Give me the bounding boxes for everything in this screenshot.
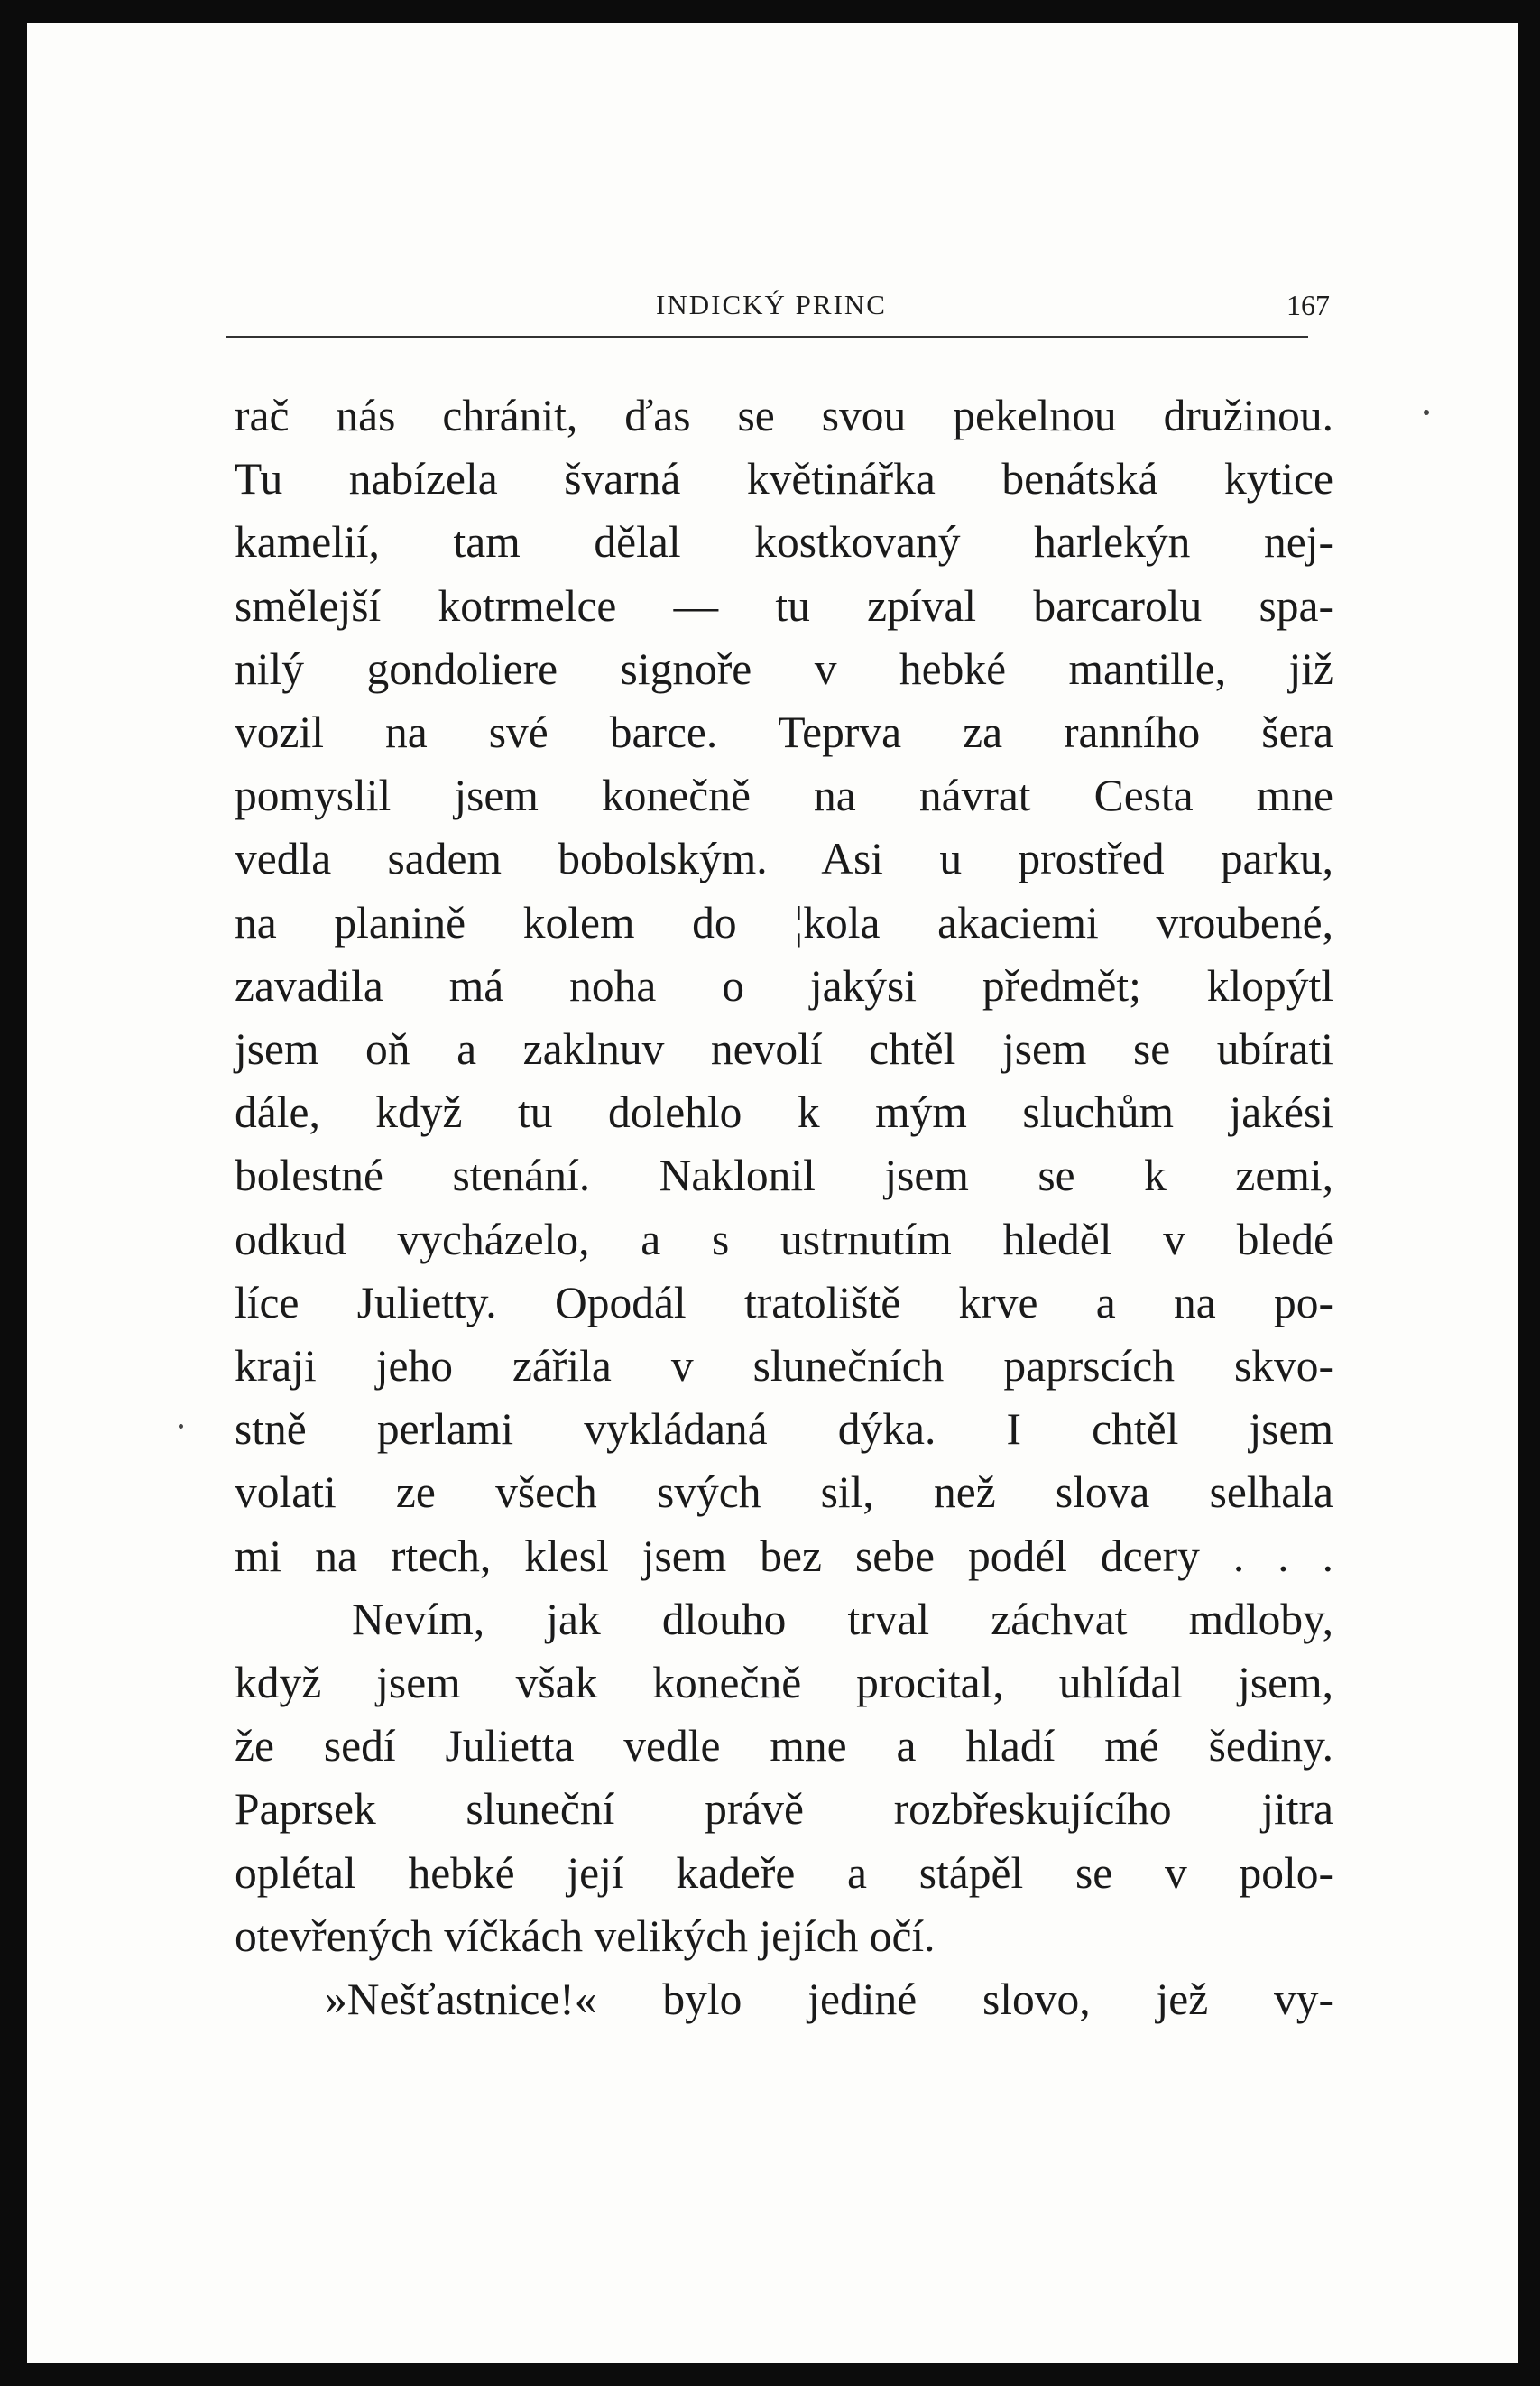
text-line: kamelií, tam dělal kostkovaný harlekýn nej-: [235, 517, 1333, 568]
text-line: oplétal hebké její kadeře a stápěl se v polo-: [235, 1847, 1333, 1898]
text-line: Paprsek sluneční právě rozbřeskujícího jitra: [235, 1784, 1333, 1835]
text-line: že sedí Julietta vedle mne a hladí mé šediny.: [235, 1721, 1333, 1771]
body-text: [235, 384, 1333, 2031]
header-rule: [226, 336, 1308, 338]
text-line: rač nás chránit, ďas se svou pekelnou družinou.: [235, 391, 1333, 440]
text-line: když jsem však konečně procital, uhlídal jsem,: [235, 1658, 1333, 1708]
text-line: volati ze všech svých sil, než slova selhala: [235, 1467, 1333, 1518]
text-line: na planině kolem do ¦kola akaciemi vroubené,: [235, 897, 1333, 948]
text-line: otevřených víčkách velikých jejích očí.: [235, 1910, 936, 1961]
text-line: pomyslil jsem konečně na návrat Cesta mne: [235, 771, 1333, 821]
text-line: jsem oň a zaklnuv nevolí chtěl jsem se ubírati: [235, 1024, 1333, 1075]
text-line: odkud vycházelo, a s ustrnutím hleděl v bledé: [235, 1214, 1333, 1264]
text-line: zavadila má noha o jakýsi předmět; klopýtl: [235, 960, 1333, 1011]
page-content: [207, 267, 1335, 2031]
text-line: Nevím, jak dlouho trval záchvat mdloby,: [352, 1594, 1333, 1644]
text-line: nilý gondoliere signoře v hebké mantille, již: [235, 643, 1333, 694]
text-line: dále, když tu dolehlo k mým sluchům jakési: [235, 1087, 1333, 1138]
text-line: vedla sadem bobolským. Asi u prostřed parku,: [235, 834, 1333, 884]
text-line: mi na rtech, klesl jsem bez sebe podél dcery . . .: [235, 1531, 1333, 1581]
text-line: smělejší kotrmelce — tu zpíval barcarolu spa-: [235, 580, 1333, 631]
running-title: INDICKÝ PRINC: [656, 289, 887, 320]
scan-speck: [179, 1424, 183, 1429]
scan-speck: [1424, 410, 1429, 415]
text-line: vozil na své barce. Teprva za ranního šera: [235, 707, 1333, 758]
book-page: [27, 23, 1518, 2363]
text-line: líce Julietty. Opodál tratoliště krve a na po-: [235, 1277, 1333, 1327]
page-number: 167: [1286, 289, 1330, 321]
text-line: bolestné stenání. Naklonil jsem se k zemi,: [235, 1151, 1333, 1201]
text-line: Tu nabízela švarná květinářka benátská kytice: [235, 454, 1333, 504]
text-line: »Nešťastnice!« bylo jediné slovo, jež vy-: [325, 1974, 1333, 2025]
text-line: stně perlami vykládaná dýka. I chtěl jsem: [235, 1404, 1333, 1455]
running-header: [207, 267, 1335, 321]
text-line: kraji jeho zářila v slunečních paprscích skvo-: [235, 1341, 1333, 1392]
